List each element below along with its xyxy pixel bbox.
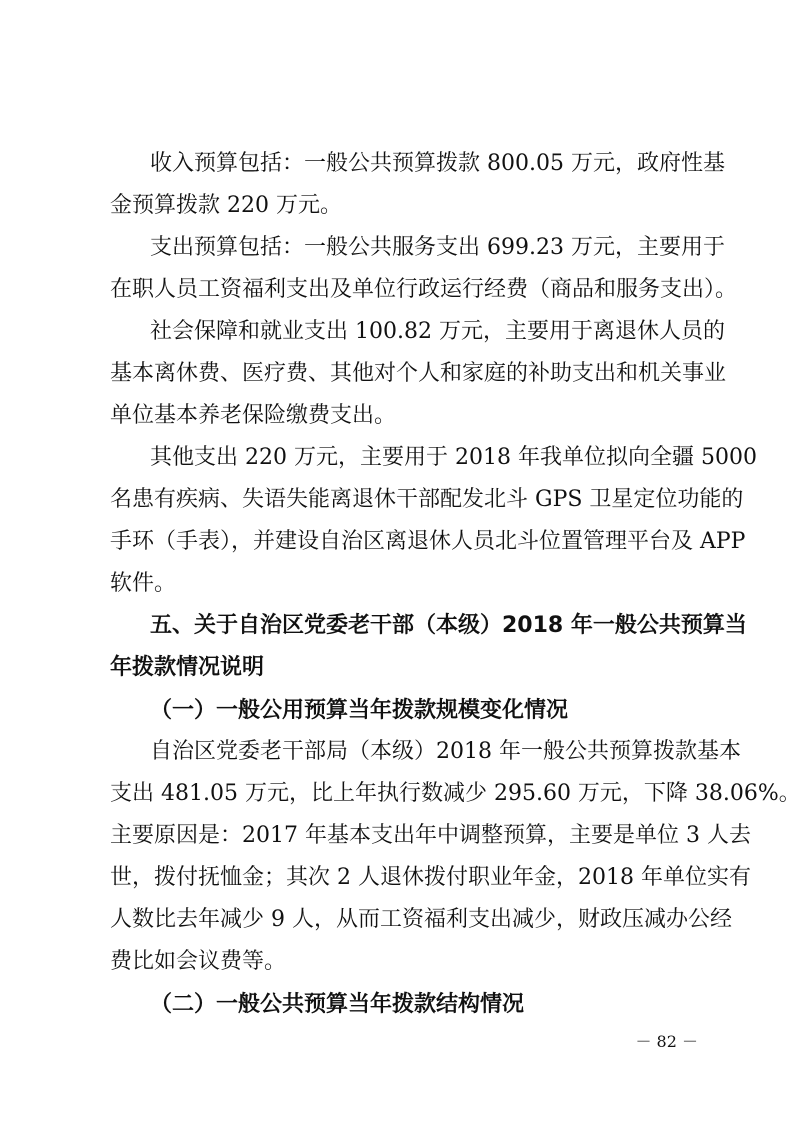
paragraph-line: 自治区党委老干部局（本级）2018 年一般公共预算拨款基本	[150, 739, 741, 764]
paragraph-line: 单位基本养老保险缴费支出。	[110, 403, 397, 428]
subsection-heading: （一）一般公用预算当年拨款规模变化情况	[150, 697, 569, 723]
paragraph-line: 在职人员工资福利支出及单位行政运行经费（商品和服务支出）。	[110, 277, 738, 302]
paragraph-line: 社会保障和就业支出 100.82 万元，主要用于离退休人员的	[150, 319, 725, 344]
paragraph-line: 世，拨付抚恤金；其次 2 人退休拨付职业年金，2018 年单位实有	[110, 865, 751, 890]
paragraph-line: 收入预算包括：一般公共预算拨款 800.05 万元，政府性基	[150, 151, 725, 176]
paragraph-line: 其他支出 220 万元，主要用于 2018 年我单位拟向全疆 5000	[150, 445, 757, 470]
subsection-heading: （二）一般公共预算当年拨款结构情况	[150, 991, 525, 1017]
section-heading: 五、关于自治区党委老干部（本级）2018 年一般公共预算当	[150, 613, 747, 638]
paragraph-line: 支出 481.05 万元，比上年执行数减少 295.60 万元，下降 38.06%。	[110, 781, 801, 806]
paragraph-line: 名患有疾病、失语失能离退休干部配发北斗 GPS 卫星定位功能的	[110, 487, 744, 512]
paragraph-line: 金预算拨款 220 万元。	[110, 193, 342, 218]
paragraph-line: 主要原因是：2017 年基本支出年中调整预算，主要是单位 3 人去	[110, 823, 751, 848]
paragraph-line: 基本离休费、医疗费、其他对个人和家庭的补助支出和机关事业	[110, 361, 727, 386]
paragraph-line: 人数比去年减少 9 人，从而工资福利支出减少，财政压减办公经	[110, 907, 732, 932]
page-number: － 82 －	[635, 1032, 698, 1051]
section-heading-continued: 年拨款情况说明	[110, 655, 265, 680]
paragraph-line: 支出预算包括：一般公共服务支出 699.23 万元，主要用于	[150, 235, 725, 260]
paragraph-line: 手环（手表），并建设自治区离退休人员北斗位置管理平台及 APP	[110, 529, 746, 554]
paragraph-line: 软件。	[110, 571, 177, 596]
paragraph-line: 费比如会议费等。	[110, 949, 287, 974]
